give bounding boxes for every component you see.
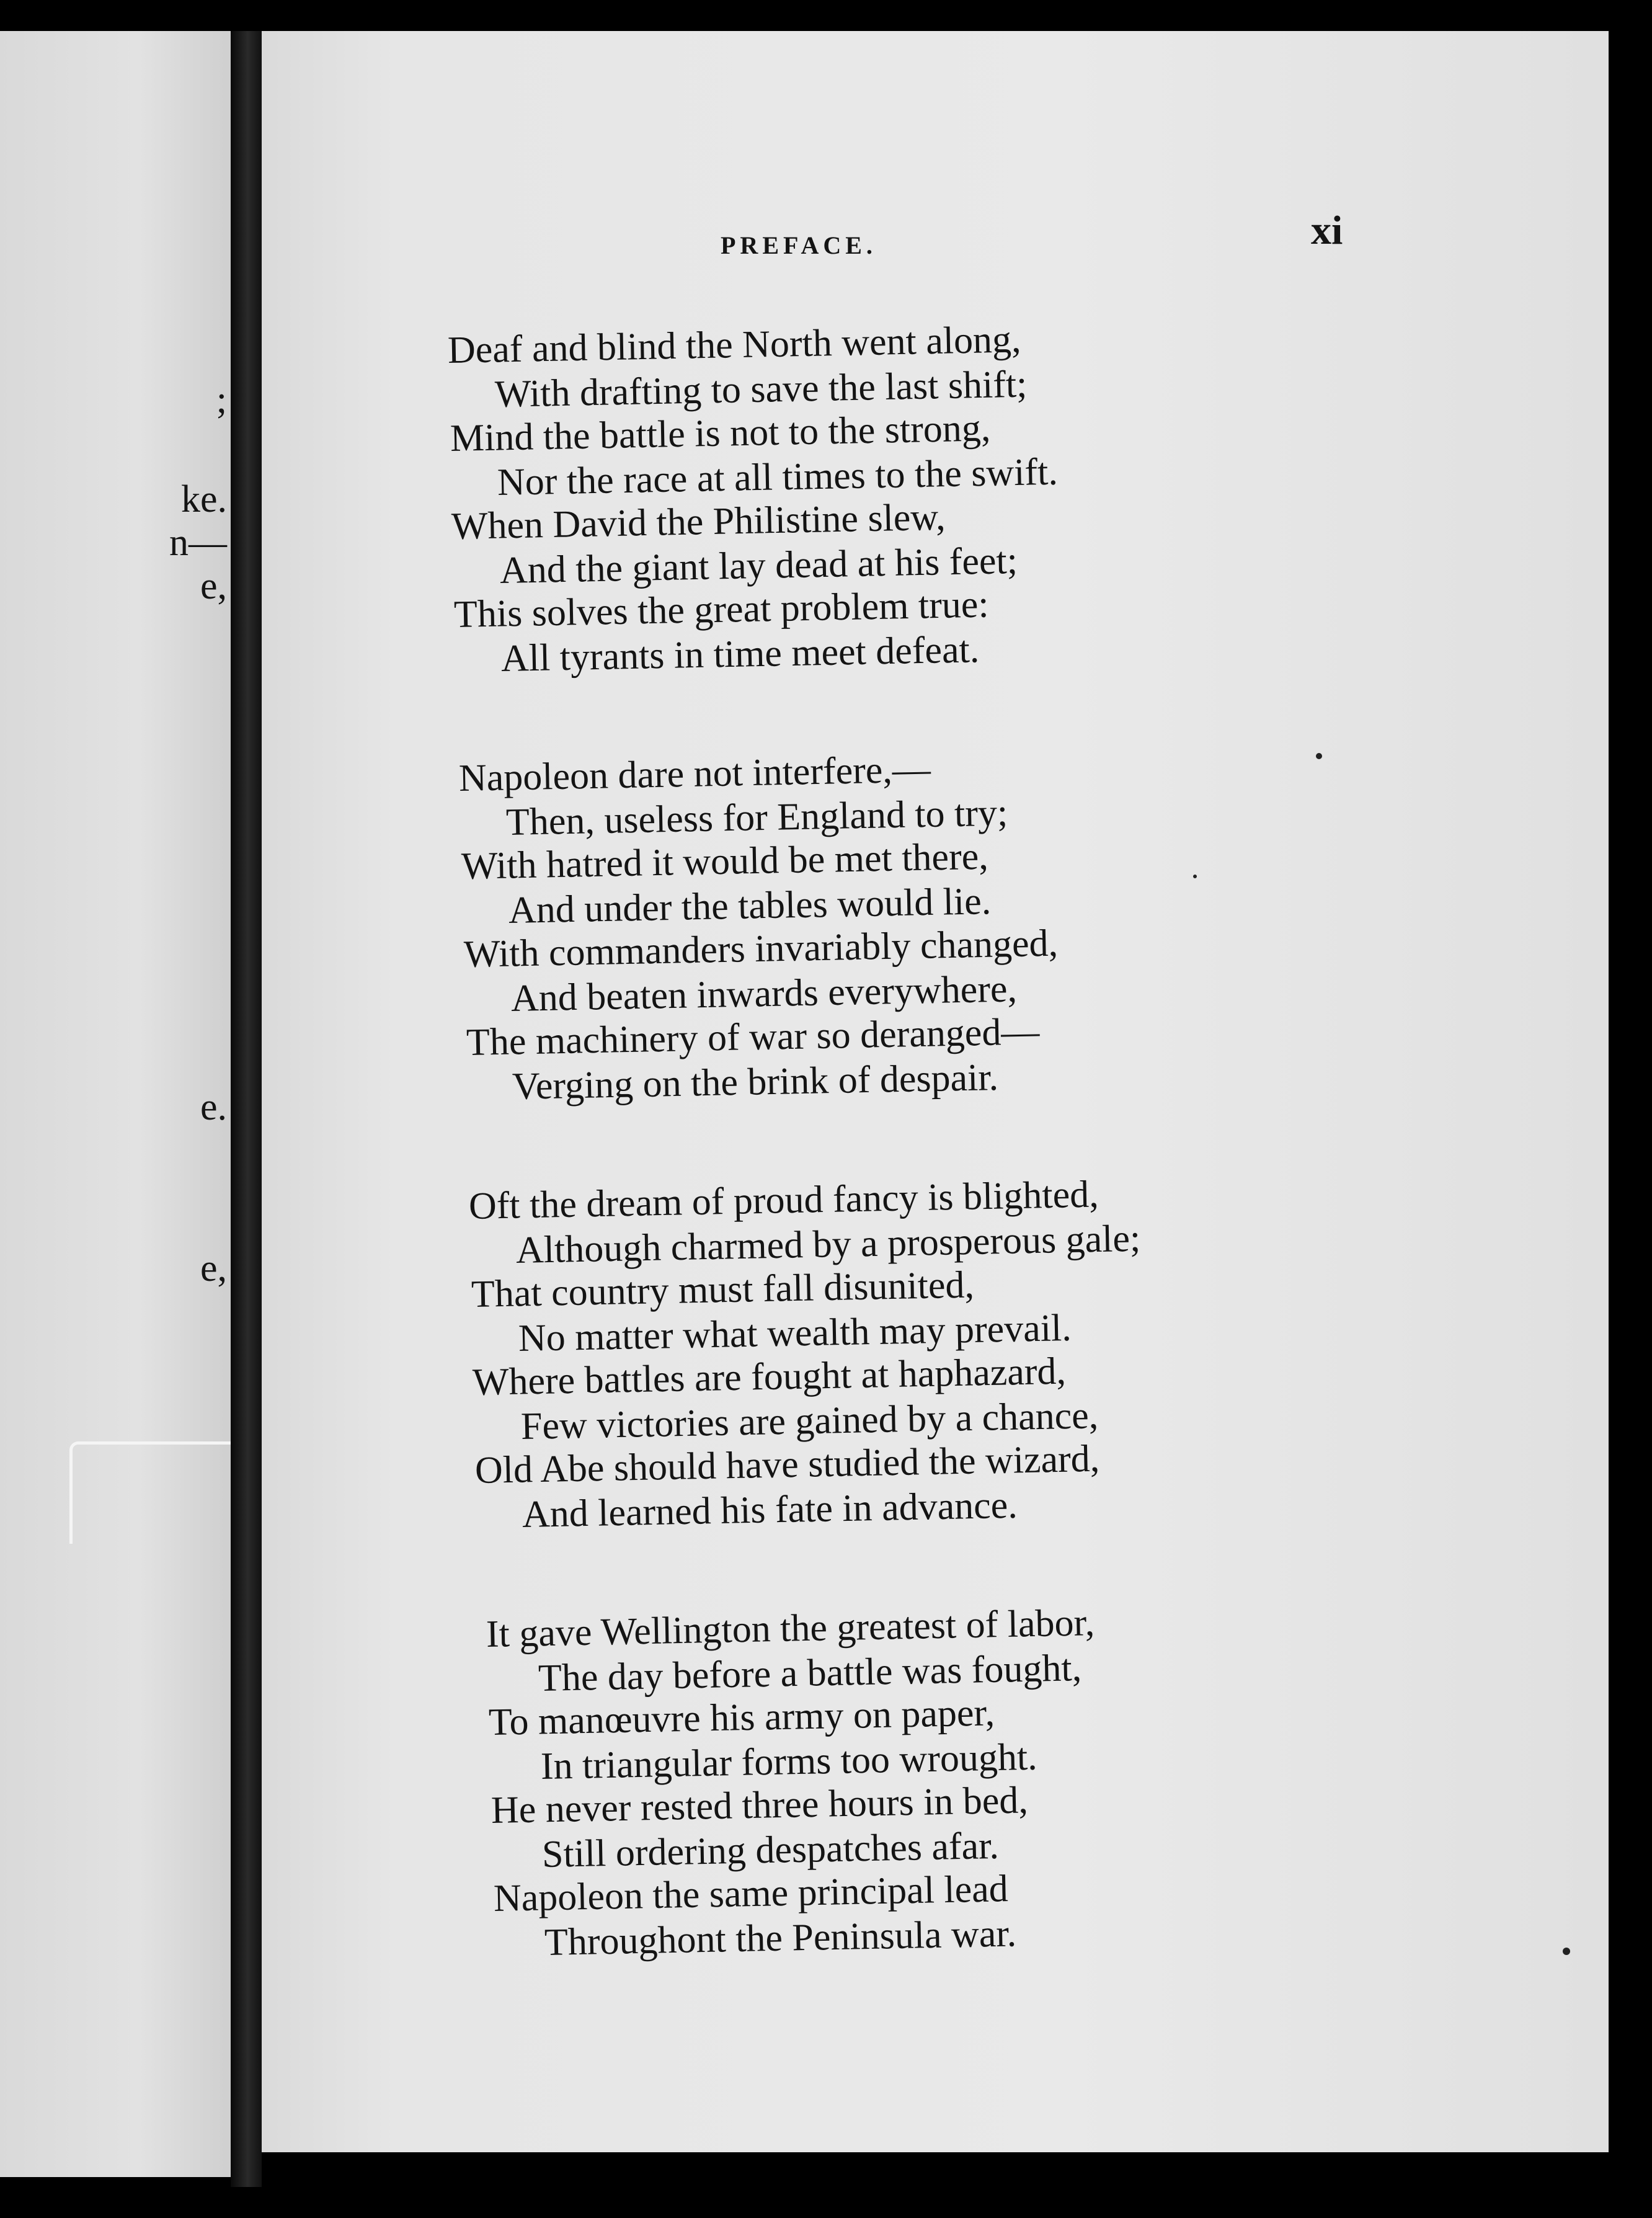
left-page-fragment: e, [200,565,227,607]
ink-speck [1563,1948,1570,1955]
verse-line: With commanders invariably changed, [463,922,1059,976]
verse-line: Still ordering despatches afar. [541,1824,1000,1876]
verse-line: In triangular forms too wrought. [540,1735,1038,1788]
verse-line: Then, useless for England to try; [505,791,1008,844]
ink-speck [1193,875,1197,878]
verse-line: This solves the great problem true: [453,583,990,636]
verse-line: Where battles are fought at haphazard, [472,1350,1067,1404]
verse-line: Verging on the brink of despair. [512,1056,999,1108]
verse-line: With hatred it would be met there, [461,835,989,888]
verse-line: It gave Wellington the greatest of labor, [486,1601,1095,1655]
verse-line: To manœuvre his army on paper, [488,1691,995,1744]
verse-line: The machinery of war so deranged— [466,1010,1040,1064]
left-page-fragment: n— [169,522,227,564]
verse-line: Although charmed by a prosperous gale; [515,1217,1141,1272]
verse-line: Few victories are gained by a chance, [520,1394,1099,1448]
verse-line: And the giant lay dead at his feet; [499,539,1018,592]
scratch-mark [69,1441,231,1544]
book-gutter [231,31,262,2187]
left-page-fragment: ke. [180,478,227,520]
verse-line: All tyrants in time meet defeat. [500,628,980,680]
verse-line: And under the tables would lie. [508,880,992,932]
verse-line: Napoleon dare not interfere,— [458,748,931,799]
verse-line: No matter what wealth may prevail. [518,1306,1072,1360]
right-page [262,31,1609,2152]
verse-line: And learned his fate in advance. [522,1484,1018,1536]
left-page-fragment: e, [200,1247,227,1289]
running-head: PREFACE. [721,231,877,259]
verse-line: Oft the dream of proud fancy is blighted, [468,1173,1099,1227]
verse-line: Deaf and blind the North went along, [447,318,1022,372]
verse-line: When David the Philistine slew, [451,496,946,548]
verse-line: The day before a battle was fought, [538,1647,1082,1699]
verse-line: With drafting to save the last shift; [494,363,1028,416]
verse-line: Nor the race at all times to the swift. [497,450,1059,504]
page-number: xi [1311,208,1343,253]
verse-line: Old Abe should have studied the wizard, [474,1437,1100,1492]
verse-line: That country must fall disunited, [471,1263,975,1316]
left-page-fragment: e. [200,1086,227,1128]
verse-line: Mind the battle is not to the strong, [450,407,991,460]
verse-line: Napoleon the same principal lead [493,1868,1009,1920]
left-page-fragment: ; [216,379,227,421]
verse-line: And beaten inwards everywhere, [510,968,1018,1020]
left-page-edge [0,31,231,2177]
verse-line: Throughont the Peninsula war. [544,1912,1017,1964]
verse-line: He never rested three hours in bed, [491,1779,1029,1832]
ink-speck [1316,753,1322,759]
